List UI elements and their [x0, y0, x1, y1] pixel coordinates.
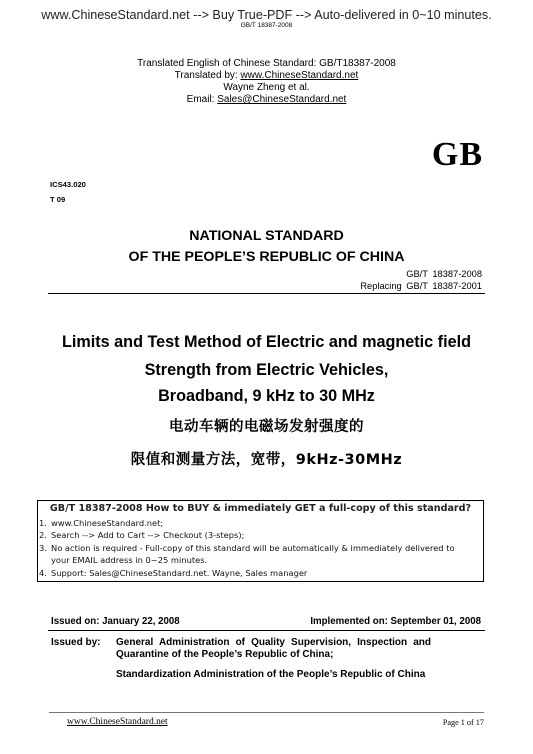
title-en-line-3: Broadband, 9 kHz to 30 MHz	[158, 387, 375, 405]
page-number: Page 1 of 17	[442, 718, 484, 727]
dates-divider	[48, 630, 485, 631]
issuer-sac: Standardization Administration of the People’s Republic of China	[116, 669, 426, 680]
purchase-step: 3. No action is required - Full-copy of this standard will be automatically & immediately delivered to	[39, 543, 455, 553]
translator-name: Wayne Zheng et al.	[223, 82, 310, 93]
gb-mark: GB	[431, 136, 483, 173]
replacing-number: Replacing GB/T 18387-2001	[360, 281, 482, 291]
title-en-line-1: Limits and Test Method of Electric and magnetic field	[62, 333, 471, 351]
header-divider	[48, 293, 485, 294]
ics-code: ICS43.020	[50, 180, 86, 189]
national-standard-heading: NATIONAL STANDARD	[189, 228, 344, 244]
translated-by-prefix: Translated by:	[174, 70, 241, 81]
purchase-step: 1. www.ChineseStandard.net;	[39, 518, 164, 528]
issuer-aqsiq: General Administration of Quality Supervision, Inspection and Quarantine of the People’s Republic of China;	[116, 637, 431, 661]
translator-site-link[interactable]: www.ChineseStandard.net	[240, 70, 359, 81]
purchase-step: your EMAIL address in 0~25 minutes.	[51, 555, 208, 565]
title-cn-line-1: 电动车辆的电磁场发射强度的	[169, 419, 364, 435]
purchase-site-link[interactable]: www.ChineseStandard.net;	[51, 518, 164, 528]
title-cn-line-2: 限值和测量方法，宽带，9kHz-30MHz	[130, 452, 403, 468]
footer-site-link[interactable]: www.ChineseStandard.net	[67, 717, 168, 727]
header-standard-number: GB/T 18387-2008	[240, 22, 293, 29]
translation-title: Translated English of Chinese Standard: GB/T18387-2008	[137, 58, 396, 69]
prc-heading: OF THE PEOPLE’S REPUBLIC OF CHINA	[128, 249, 405, 265]
purchase-step: 2. Search --> Add to Cart --> Checkout (3-steps);	[39, 530, 245, 540]
email-link[interactable]: Sales@ChineseStandard.net	[217, 94, 347, 105]
footer-divider	[49, 712, 484, 713]
title-en-line-2: Strength from Electric Vehicles,	[144, 361, 389, 379]
purchase-box-heading: GB/T 18387-2008 How to BUY & immediately GET a full-copy of this standard?	[49, 503, 472, 514]
email-prefix: Email:	[186, 94, 218, 105]
category-code: T 09	[50, 195, 66, 204]
purchase-step: 4. Support: Sales@ChineseStandard.net. Wayne, Sales manager	[39, 568, 308, 578]
standard-number: GB/T 18387-2008	[406, 269, 482, 279]
implemented-date: Implemented on: September 01, 2008	[310, 616, 481, 627]
email-line	[0, 94, 533, 106]
issued-date: Issued on: January 22, 2008	[51, 616, 180, 627]
issued-by-label: Issued by:	[51, 637, 101, 648]
top-banner: www.ChineseStandard.net --> Buy True-PDF --> Auto-delivered in 0~10 minutes.	[41, 8, 492, 22]
translated-by-line	[0, 70, 533, 82]
